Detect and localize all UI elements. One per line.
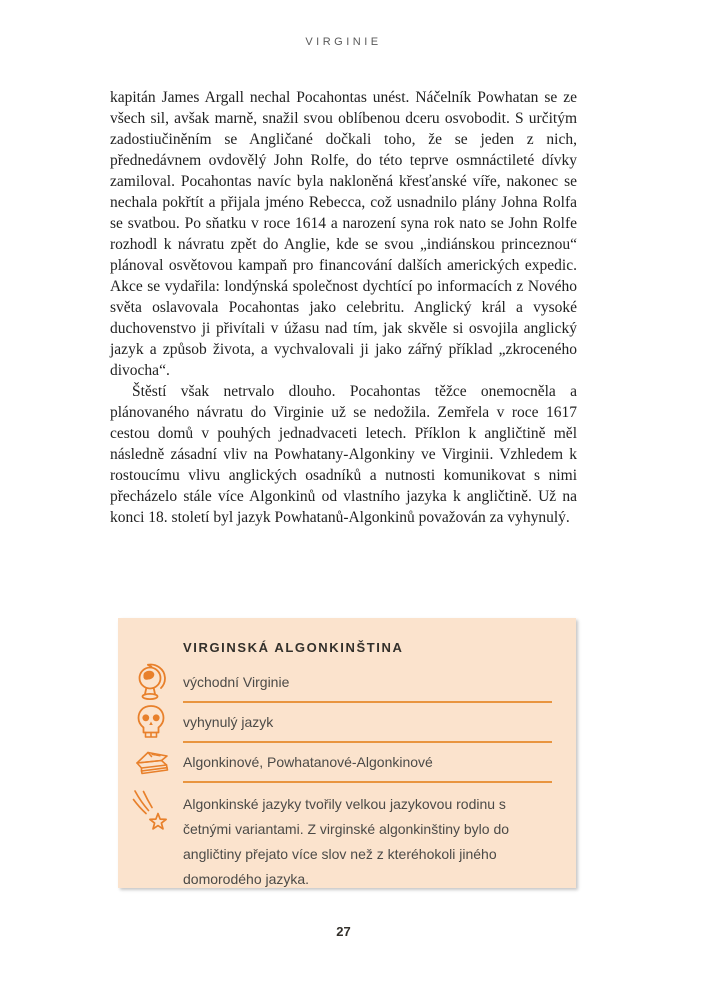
globe-icon: [118, 663, 183, 703]
skull-icon: [118, 703, 183, 743]
shooting-star-icon: [118, 783, 183, 835]
infobox-title: VIRGINSKÁ ALGONKINŠTINA: [183, 640, 404, 655]
page-number: 27: [336, 924, 351, 939]
infobox-row-peoples: [118, 743, 552, 783]
infobox-row-note: [118, 783, 552, 903]
language-infobox: [118, 618, 576, 888]
infobox-peoples-value: Algonkinové, Powhatanové-Algonkinové: [183, 743, 552, 783]
infobox-note-text: Algonkinské jazyky tvořily velkou jazykovou rodinu s četnými variantami. Z virginské algonkinštiny bylo do angličtiny přejato více slov než z kteréhokoli jiného domorodého jazyka.: [183, 796, 510, 887]
banknotes-icon: [118, 746, 183, 780]
infobox-location-value: východní Virginie: [183, 663, 552, 703]
infobox-row-status: [118, 703, 552, 743]
paragraph: Štěstí však netrvalo dlouho. Pocahontas těžce onemocněla a plánovaného návratu do Virginie už se nedožila. Zemřela v roce 1617 cestou domů v pouhých jednadvaceti letech. Příklon k angličtině měl následně zásadní vliv na Powhatany-Algonkiny ve Virginii. Vzhledem k rostoucímu vlivu anglických osadníků a nutnosti komunikovat s nimi přecházelo stále více Algonkinů od vlastního jazyka k angličtině. Už na konci 18. století byl jazyk Powhatanů-Algonkinů považován za vyhynulý.: [110, 383, 577, 526]
paragraph: kapitán James Argall nechal Pocahontas unést. Náčelník Powhatan se ze všech sil, avšak marně, snažil svou oblíbenou dceru osvobodit. S určitým zadostiučiněním se Angličané dočkali toho, že se jeden z nich, přednedávnem ovdovělý John Rolfe, do této teprve osmnáctileté dívky zamiloval. Pocahontas navíc byla nakloněná křesťanské víře, nakonec se nechala pokřtít a přijala jméno Rebecca, což usnadnilo plány Johna Rolfa se svatbou. Po sňatku v roce 1614 a narození syna rok nato se John Rolfe rozhodl k návratu zpět do Anglie, kde se svou „indiánskou princeznou“ plánoval osvětovou kampaň pro financování dalších amerických expedic. Akce se vydařila: londýnská společnost dychtící po informacích z Nového světa oslavovala Pocahontas jako celebritu. Anglický král a vysoké duchovenstvo ji přivítali v úžasu nad tím, jak skvěle si osvojila anglický jazyk a způsob života, a vychvalovali ji jako zářný příklad „zkroceného divocha“.: [110, 89, 577, 379]
body-text: [110, 87, 577, 528]
infobox-row-location: [118, 663, 552, 703]
infobox-status-value: vyhynulý jazyk: [183, 703, 552, 743]
running-head: VIRGINIE: [305, 36, 382, 48]
